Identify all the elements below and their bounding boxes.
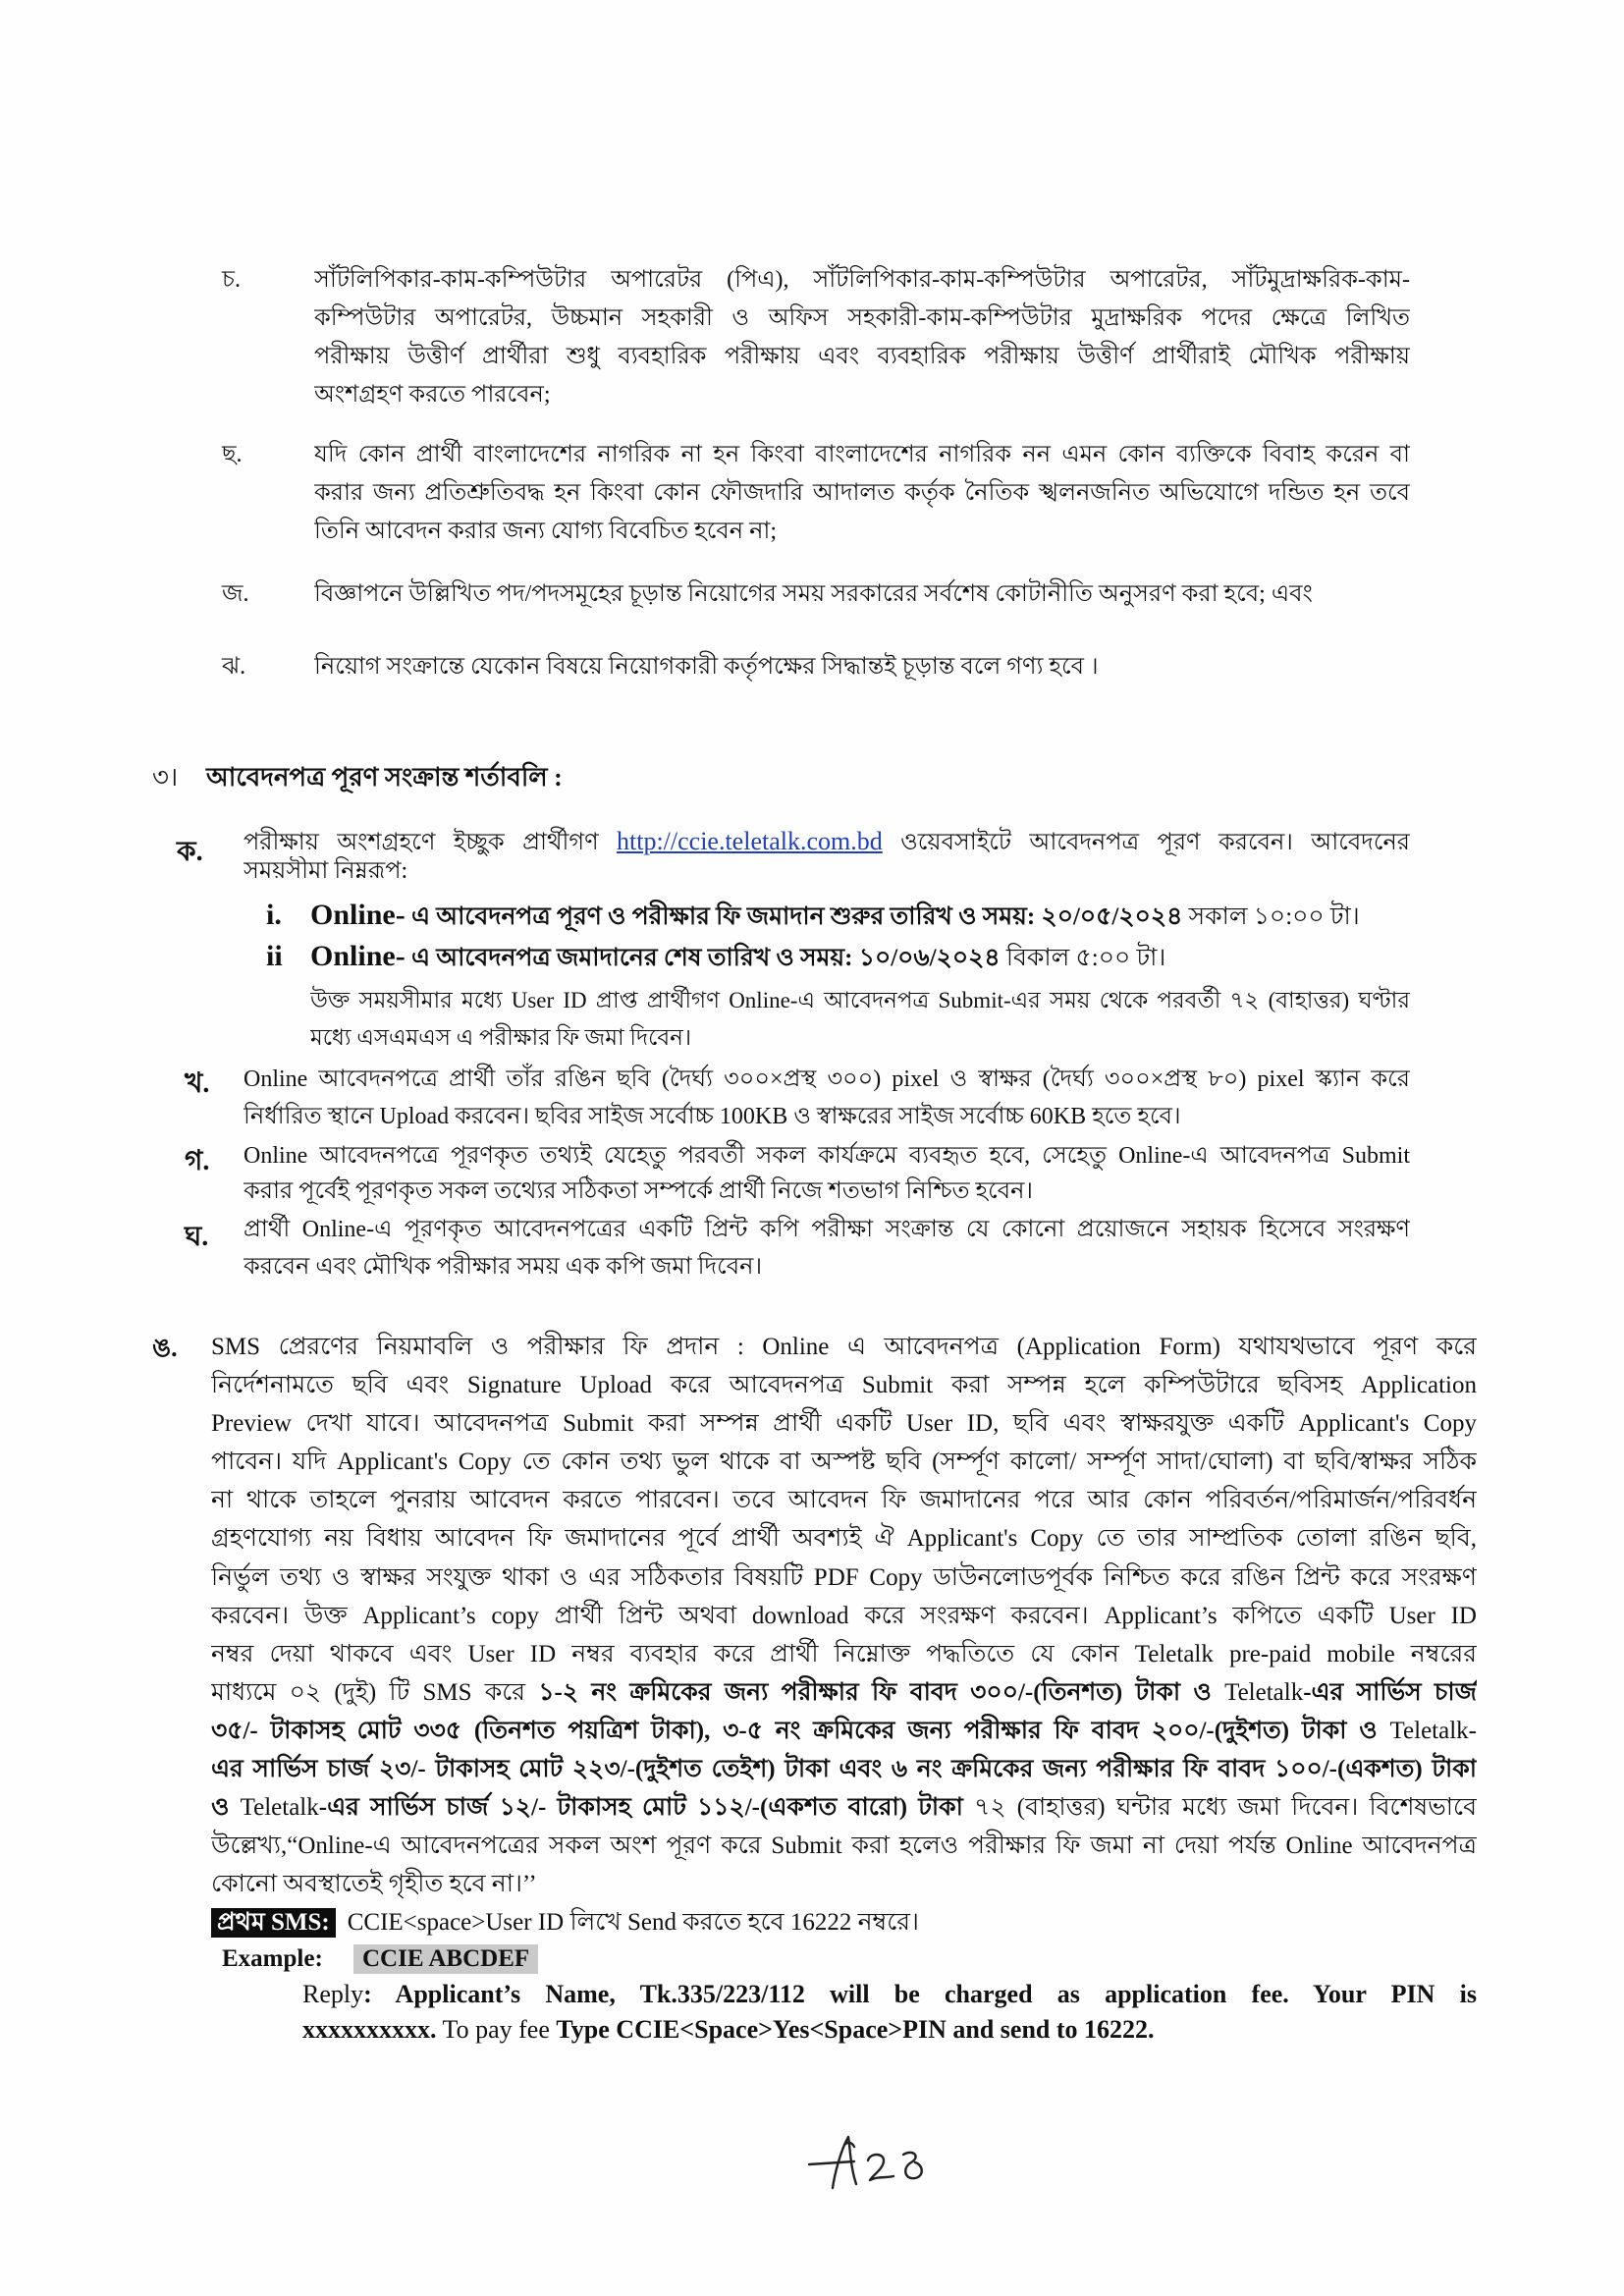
item-marker-gha: ঘ.: [185, 1222, 209, 1252]
text-run: নম্বর দেয়া থাকবে এবং User ID নম্বর ব্যবহার করে প্রার্থী নিম্নোক্ত পদ্ধতিতে যে কোন Teletalk pre-paid mobile নম্বরের: [211, 1640, 1477, 1667]
text-run: উক্ত সময়সীমার মধ্যে User ID প্রাপ্ত প্রার্থীগণ Online-এ আবেদনপত্র Submit-এর সময় থেকে পরবর্তী ৭২ (বাহাত্তর) ঘণ্টার: [310, 988, 1410, 1012]
example-label: Example:: [222, 1945, 323, 1972]
text-run: বিজ্ঞাপনে উল্লিখিত পদ/পদসমূহের চূড়ান্ত নিয়োগের সময় সরকারের সর্বশেষ কোটানীতি অনুসরণ করা হবে; এবং: [314, 581, 1313, 607]
text-run: Online আবেদনপত্রে পূরণকৃত তথ্যই যেহেতু পরবর্তী সকল কার্যক্রমে ব্যবহৃত হবে, সেহেতু Online-এ আবেদনপত্র Submit: [244, 1143, 1410, 1169]
text-line: [211, 1788, 1477, 1827]
text-run: To pay fee: [436, 2015, 557, 2044]
text-run: সময়সীমা নিম্নরূপ:: [244, 858, 408, 884]
text-run: গ্রহণযোগ্য নয় বিধায় আবেদন ফি জমাদানের পূর্বে প্রার্থী অবশ্যই ঐ Applicant's Copy তে তার সাম্প্রতিক তোলা রঙিন ছবি,: [211, 1525, 1477, 1553]
schedule-end-time: বিকাল ৫:০০ টা।: [1005, 945, 1166, 971]
first-sms-row: [211, 1905, 919, 1941]
text-line: [244, 1138, 1410, 1174]
text-line: [211, 1750, 1477, 1788]
text-run: নিয়োগ সংক্রান্তে যেকোন বিষয়ে নিয়োগকারী কর্তৃপক্ষের সিদ্ধান্তই চূড়ান্ত বলে গণ্য হবে ।: [314, 654, 1099, 680]
text-run: করার জন্য প্রতিশ্রুতিবদ্ধ হন কিংবা কোন ফৌজদারি আদালত কর্তৃক নৈতিক স্খলনজনিত অভিযোগে দন্ডিত হন তবে: [314, 480, 1410, 506]
bold-text-run: : Applicant’s Name, Tk.335/223/112 will be charged as application fee. Your PIN is: [363, 1980, 1477, 2008]
text-line: [211, 1558, 1477, 1597]
text-line: [244, 1098, 1410, 1135]
text-run: না থাকে তাহলে পুনরায় আবেদন করতে পারবেন। তবে আবেদন ফি জমাদানের পরে আর কোন পরিবর্তন/পরিমার্জন/পরিবর্ধন: [211, 1487, 1477, 1514]
text-run: নির্দেশনামতে ছবি এবং Signature Upload করে আবেদনপত্র Submit করা সম্পন্ন হলে কম্পিউটারে ছবিসহ Application: [211, 1372, 1477, 1399]
bold-text-run: এর সার্ভিস চার্জ ২৩/- টাকাসহ মোট ২২৩/-(দুইশত তেইশ) টাকা এবং ৬ নং ক্রমিকের জন্য পরীক্ষার ফি বাবদ ১০০/-(একশত) টাকা: [211, 1756, 1477, 1783]
text-run: সাঁটলিপিকার-কাম-কম্পিউটার অপারেটর (পিএ), সাঁটলিপিকার-কাম-কম্পিউটার অপারেটর, সাঁটমুদ্রাক্ষরিক-কাম-: [314, 267, 1410, 293]
text-line: [314, 513, 1410, 551]
schedule-note: [310, 982, 1410, 1057]
text-line: [314, 300, 1410, 338]
website-link[interactable]: http://ccie.teletalk.com.bd: [617, 827, 883, 855]
text-line: [211, 1635, 1477, 1673]
text-run: SMS প্রেরণের নিয়মাবলি ও পরীক্ষার ফি প্রদান : Online এ আবেদনপত্র (Application Form) যথাযথভাবে পূরণ করে: [211, 1334, 1477, 1360]
text-line: [211, 1404, 1477, 1443]
item-marker-nga: ঙ.: [152, 1334, 178, 1362]
first-sms-instruction: CCIE<space>User ID লিখে Send করতে হবে 16222 নম্বরে।: [347, 1909, 919, 1936]
text-line: [244, 1174, 1410, 1209]
item-ka-text: [244, 826, 1410, 887]
bold-text-run: -এর সার্ভিস চার্জ ১২/- টাকাসহ মোট ১১২/-(একশত বারো) টাকা: [318, 1794, 963, 1822]
text-run: Teletalk: [240, 1794, 319, 1822]
schedule-marker-start: i.: [266, 899, 282, 931]
text-run: পরীক্ষায় অংশগ্রহণে ইচ্ছুক প্রার্থীগণ: [244, 830, 617, 855]
text-run: উল্লেখ্য,“Online-এ আবেদনপত্রের সকল অংশ পূরণ করে Submit করা হলেও পরীক্ষার ফি জমা না দেয়া পর্যন্ত Online আবেদনপত্র: [211, 1832, 1477, 1860]
text-run: Preview দেখা যাবে। আবেদনপত্র Submit করা সম্পন্ন প্রার্থী একটি User ID, ছবি এবং স্বাক্ষরযুক্ত একটি Applicant's Copy: [211, 1410, 1477, 1438]
item-marker-ka: ক.: [177, 837, 203, 867]
bold-text-run: xxxxxxxxxx.: [302, 2015, 437, 2044]
text-run: অংশগ্রহণ করতে পারবেন;: [314, 382, 551, 408]
text-line: [211, 1328, 1477, 1366]
clause-marker-chha: ছ.: [222, 442, 243, 467]
text-line: [211, 1597, 1477, 1635]
text-line: [211, 1366, 1477, 1404]
text-line: [302, 2012, 1477, 2048]
text-line: [211, 1443, 1477, 1481]
text-run: নির্ভুল তথ্য ও স্বাক্ষর সংযুক্ত থাকা ও এর সঠিকতার বিষয়টি PDF Copy ডাউনলোডপূর্বক নিশ্চিত করে রঙিন প্রিন্ট করে সংরক্ষণ: [211, 1563, 1477, 1591]
text-line: [244, 856, 1410, 887]
text-line: [244, 1248, 1410, 1285]
text-line: [211, 1481, 1477, 1519]
bold-text-run: ১-২ নং ক্রমিকের জন্য পরীক্ষার ফি বাবদ ৩০০/-(তিনশত) টাকা ও: [538, 1678, 1225, 1706]
bold-text-run: -এর সার্ভিস চার্জ: [1303, 1678, 1477, 1706]
clause-cha-text: [314, 261, 1410, 414]
bold-text-run: ৩৫/- টাকাসহ মোট ৩৩৫ (তিনশত পয়ত্রিশ টাকা), ৩-৫ নং ক্রমিকের জন্য পরীক্ষার ফি বাবদ ২০০/-(দুইশত) টাকা ও: [211, 1717, 1390, 1744]
schedule-start-label: এ আবেদনপত্র পূরণ ও পরীক্ষার ফি জমাদান শুরুর তারিখ ও সময়:: [410, 903, 1036, 930]
text-line: [302, 1977, 1477, 2012]
item-marker-kha: খ.: [185, 1068, 210, 1099]
text-line: [314, 575, 1410, 614]
text-run: তিনি আবেদন করার জন্য যোগ্য বিবেচিত হবেন না;: [314, 519, 778, 544]
schedule-online-label: Online-: [310, 899, 406, 931]
text-line: [211, 1712, 1477, 1750]
text-line: [314, 436, 1410, 474]
text-line: [314, 474, 1410, 513]
text-run: করার পূর্বেই পূরণকৃত সকল তথ্যের সঠিকতা সম্পর্কে প্রার্থী নিজে শতভাগ নিশ্চিত হবেন।: [244, 1178, 1034, 1204]
text-run: পাবেন। যদি Applicant's Copy তে কোন তথ্য ভুল থাকে বা অস্পষ্ট ছবি (সর্ম্পূণ কালো/ সর্ম্পূণ সাদা/ঘোলা) বা ছবি/স্বাক্ষর সঠিক: [211, 1449, 1477, 1476]
text-run: কোনো অবস্থাতেই গৃহীত হবে না।’’: [211, 1871, 537, 1898]
example-value: CCIE ABCDEF: [353, 1944, 538, 1974]
clause-marker-jha: ঝ.: [222, 654, 246, 680]
item-marker-ga: গ.: [185, 1146, 210, 1176]
schedule-start-time: সকাল ১০:০০ টা।: [1188, 903, 1360, 930]
text-line: [244, 1061, 1410, 1098]
handwritten-signature: [805, 2131, 952, 2196]
bold-text-run: ও: [211, 1794, 241, 1822]
schedule-start-row: [310, 896, 1410, 935]
text-run: ওয়েবসাইটে আবেদনপত্র পূরণ করবেন। আবেদনের: [882, 830, 1410, 855]
schedule-end-label: এ আবেদনপত্র জমাদানের শেষ তারিখ ও সময়:: [410, 945, 853, 971]
clause-jha-text: [314, 648, 1410, 686]
text-line: [314, 648, 1410, 686]
schedule-online-label: Online-: [310, 940, 406, 972]
item-nga-text: [211, 1328, 1477, 1903]
text-line: [211, 1673, 1477, 1712]
text-run: Reply: [302, 1980, 364, 2008]
bold-text-run: Type CCIE<Space>Yes<Space>PIN and send to 16222.: [556, 2015, 1155, 2044]
text-line: [314, 338, 1410, 376]
first-sms-label: প্রথম SMS:: [211, 1908, 336, 1938]
text-run: ৭২ (বাহাত্তর) ঘন্টার মধ্যে জমা দিবেন। বিশেষভাবে: [962, 1794, 1477, 1822]
text-run: কম্পিউটার অপারেটর, উচ্চমান সহকারী ও অফিস সহকারী-কাম-কম্পিউটার মুদ্রাক্ষরিক পদের ক্ষেত্রে লিখিত: [314, 305, 1410, 331]
schedule-marker-end: ii: [266, 940, 283, 972]
reply-text: [302, 1977, 1477, 2048]
text-run: যদি কোন প্রার্থী বাংলাদেশের নাগরিক না হন কিংবা বাংলাদেশের নাগরিক নন এমন কোন ব্যক্তিকে বিবাহ করেন বা: [314, 442, 1410, 467]
example-row: [222, 1941, 538, 1977]
section-number: ৩।: [152, 763, 179, 792]
clause-marker-ja: জ.: [222, 581, 249, 607]
text-line: [314, 261, 1410, 300]
text-run: Teletalk-: [1389, 1717, 1477, 1744]
text-run: মাধ্যমে ০২ (দুই) টি SMS করে: [211, 1678, 539, 1706]
text-run: Online আবেদনপত্রে প্রার্থী তাঁর রঙিন ছবি (দৈর্ঘ্য ৩০০×প্রস্থ ৩০০) pixel ও স্বাক্ষর (দৈর্ঘ্য ৩০০×প্রস্থ ৮০) pixel স্ক্যান করে: [244, 1066, 1410, 1092]
text-line: [244, 826, 1410, 856]
text-run: পরীক্ষায় উত্তীর্ণ প্রার্থীরা শুধু ব্যবহারিক পরীক্ষায় এবং ব্যবহারিক পরীক্ষায় উত্তীর্ণ প্রার্থীরাই মৌখিক পরীক্ষায়: [314, 344, 1410, 369]
item-ga-text: [244, 1138, 1410, 1209]
text-line: [310, 1019, 1410, 1057]
item-kha-text: [244, 1061, 1410, 1135]
text-line: [211, 1865, 1477, 1903]
text-run: Teletalk: [1224, 1678, 1304, 1706]
text-line: [310, 982, 1410, 1019]
text-line: [314, 376, 1410, 414]
clause-marker-cha: চ.: [222, 267, 241, 293]
text-run: করবেন এবং মৌখিক পরীক্ষার সময় এক কপি জমা দিবেন।: [244, 1254, 763, 1280]
text-run: করবেন। উক্ত Applicant’s copy প্রার্থী প্রিন্ট অথবা download করে সংরক্ষণ করবেন। Applicant’s কপিতে একটি User ID: [211, 1602, 1477, 1629]
text-run: মধ্যে এসএমএস এ পরীক্ষার ফি জমা দিবেন।: [310, 1025, 692, 1050]
text-line: [244, 1211, 1410, 1248]
schedule-start-date: ২০/০৫/২০২৪: [1041, 903, 1183, 930]
text-line: [211, 1827, 1477, 1865]
schedule-end-row: [310, 937, 1410, 976]
item-gha-text: [244, 1211, 1410, 1285]
text-run: প্রার্থী Online-এ পূরণকৃত আবেদনপত্রের একটি প্রিন্ট কপি পরীক্ষা সংক্রান্ত যে কোনো প্রয়োজনে সহায়ক হিসেবে সংরক্ষণ: [244, 1217, 1410, 1242]
text-run: নির্ধারিত স্থানে Upload করবেন। ছবির সাইজ সর্বোচ্চ 100KB ও স্বাক্ষরের সাইজ সর্বোচ্চ 60KB হতে হবে।: [244, 1104, 1181, 1129]
clause-chha-text: [314, 436, 1410, 551]
clause-ja-text: [314, 575, 1410, 614]
schedule-end-date: ১০/০৬/২০২৪: [858, 945, 1001, 971]
section-heading: আবেদনপত্র পূরণ সংক্রান্ত শর্তাবলি :: [206, 763, 563, 792]
text-line: [211, 1519, 1477, 1558]
